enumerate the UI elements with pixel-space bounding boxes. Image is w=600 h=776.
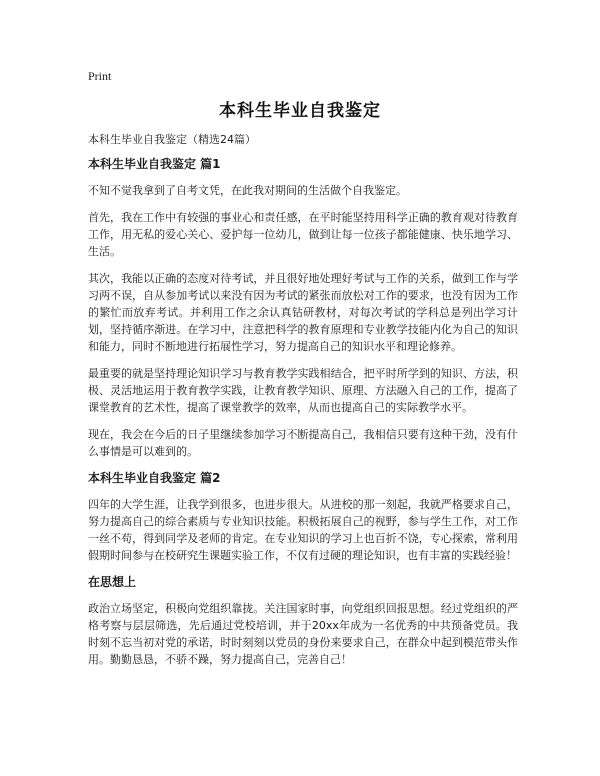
- section-heading: 在思想上: [88, 575, 137, 589]
- section-heading: 本科生毕业自我鉴定 篇2: [88, 471, 221, 485]
- paragraph: 四年的大学生涯，让我学到很多，也进步很大。从进校的那一刻起，我就严格要求自己，努力提高自己的综合素质与专业知识技能。积极拓展自己的视野，参与学生工作，对工作一丝不苟，得到同学及老师的肯定。在专业知识的学习上也百折不饶，专心探索，常利用假期时间参与在校研究生课题实验工作，不仅有过硬的理论知识，也有丰富的实践经验！: [88, 498, 518, 562]
- paragraph: 不知不觉我拿到了自考文凭，在此我对期间的生活做个自我鉴定。: [88, 184, 407, 197]
- section-1: [88, 156, 518, 460]
- print-link[interactable]: Print: [88, 69, 112, 83]
- article-subtitle: 本科生毕业自我鉴定（精选24篇）: [88, 133, 256, 146]
- paragraph: 最重要的就是坚持理论知识学习与教育教学实践相结合，把平时所学到的知识、方法，积极、灵活地运用于教育教学实践，让教育教学知识、原理、方法融入自己的工作，提高了课堂教育的艺术性，提高了课堂教学的效率，从而也提高自己的实际教学水平。: [88, 367, 518, 414]
- section-3: [88, 574, 518, 668]
- paragraph: 政治立场坚定，积极向党组织靠拢。关注国家时事，向党组织回报思想。经过党组织的严格考察与层层筛选，先后通过党校培训，并于20xx年成为一名优秀的中共预备党员。我时刻不忘当初对党的承诺，时时刻刻以党员的身份来要求自己，在群众中起到模范带头作用。勤勤恳恳，不骄不躁，努力提高自己，完善自己！: [88, 602, 518, 666]
- paragraph: 现在，我会在今后的日子里继续参加学习不断提高自己，我相信只要有这种干劲，没有什么事情是可以难到的。: [88, 428, 518, 458]
- paragraph: 其次，我能以正确的态度对待考试，并且很好地处理好考试与工作的关系，做到工作与学习两不误，自从参加考试以来没有因为考试的紧张而放松对工作的要求，也没有因为工作的繁忙而放弃考试。并利用工作之余认真钻研教材，对每次考试的学科总是列出学习计划，坚持循序渐进。在学习中，注意把科学的教育原理和专业教学技能内化为自己的知识和能力，同时不断地进行拓展性学习，努力提高自己的知识水平和理论修养。: [88, 272, 518, 353]
- article-body: [88, 132, 518, 678]
- page-title: 本科生毕业自我鉴定: [219, 101, 381, 121]
- section-2: [88, 470, 518, 564]
- section-heading: 本科生毕业自我鉴定 篇1: [88, 157, 221, 171]
- paragraph: 首先，我在工作中有较强的事业心和责任感，在平时能坚持用科学正确的教育观对待教育工作，用无私的爱心关心、爱护每一位幼儿，做到让每一位孩子都能健康、快乐地学习、生活。: [88, 211, 518, 258]
